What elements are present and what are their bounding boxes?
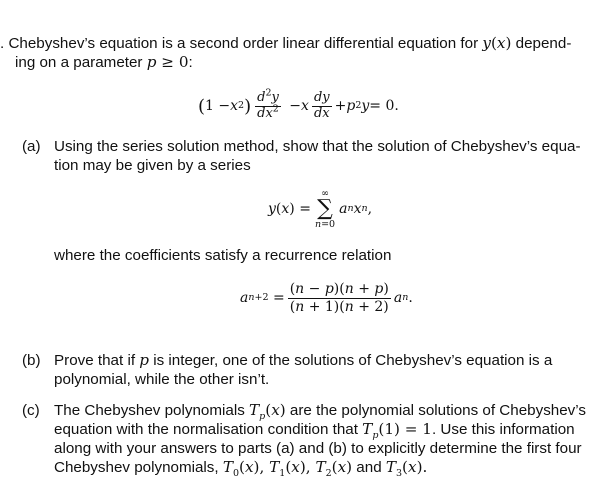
part-b-label: (b) [22,352,41,369]
intro-text-1-tail: depend- [511,35,572,52]
intro-text-2: ing on a parameter [15,54,147,71]
part-c-line-4: Chebyshev polynomials, $T_0(x)$, $T_1(x)$, $T_2(x)$ and $T_3(x)$. [54,458,428,480]
series-formula: y ( x ) = ∞ ∑ n=0 a n x n , [268,188,373,230]
intro-text-1: . Chebyshev’s equation is a second order linear differential equation for [0,35,483,52]
part-c-text-4: Chebyshev polynomials, [54,459,223,476]
part-b-line-1: Prove that if p is integer, one of the solutions of Chebyshev’s equation is a [54,351,553,369]
part-c-line-2: equation with the normalisation condition that $T_p(1) = 1$. Use this information [54,420,575,442]
math-y-of-x: y [482,34,491,52]
chebyshev-equation: ( 1 − x 2 ) $\frac{d^2y}{dx^2}$ − x $\frac{dy}{dx}$ + p 2 y = 0. [198,87,399,121]
part-c-text-1: The Chebyshev polynomials [54,402,250,419]
intro-text-2-tail: : [188,54,193,71]
part-b-line-2: polynomial, while the other isn’t. [54,371,270,388]
intro-line-1: . Chebyshev’s equation is a second order linear differential equation for y(x) depend- [0,34,572,52]
recurrence-text: where the coefficients satisfy a recurrence relation [54,247,392,264]
part-c-line-1: The Chebyshev polynomials $T_p(x)$ are the polynomial solutions of Chebyshev’s [54,401,586,423]
recurrence-formula: a n+2 = $\frac{(n - p)(n + p)}{(n + 1)(n + 2)}$ a n . [240,281,413,315]
part-a-label: (a) [22,138,41,155]
intro-line-2: ing on a parameter p ≥ 0: [15,53,193,71]
part-c-text-2: equation with the normalisation condition that [54,421,363,438]
part-a-line-1: Using the series solution method, show that the solution of Chebyshev’s equa- [54,138,581,155]
part-b-text-1-tail: is integer, one of the solutions of Chebyshev’s equation is a [149,352,553,369]
part-a-line-2: tion may be given by a series [54,157,251,174]
math-p-geq-0: p [146,53,157,71]
part-c-text-4-tail: and [352,459,386,476]
part-c-label: (c) [22,402,40,419]
part-c-text-1-tail: are the polynomial solutions of Chebyshev’s [285,402,586,419]
part-c-line-3: along with your answers to parts (a) and (b) to explicitly determine the first four [54,440,582,457]
part-b-text-1: Prove that if [54,352,140,369]
part-c-text-2-tail: . Use this information [431,421,575,438]
